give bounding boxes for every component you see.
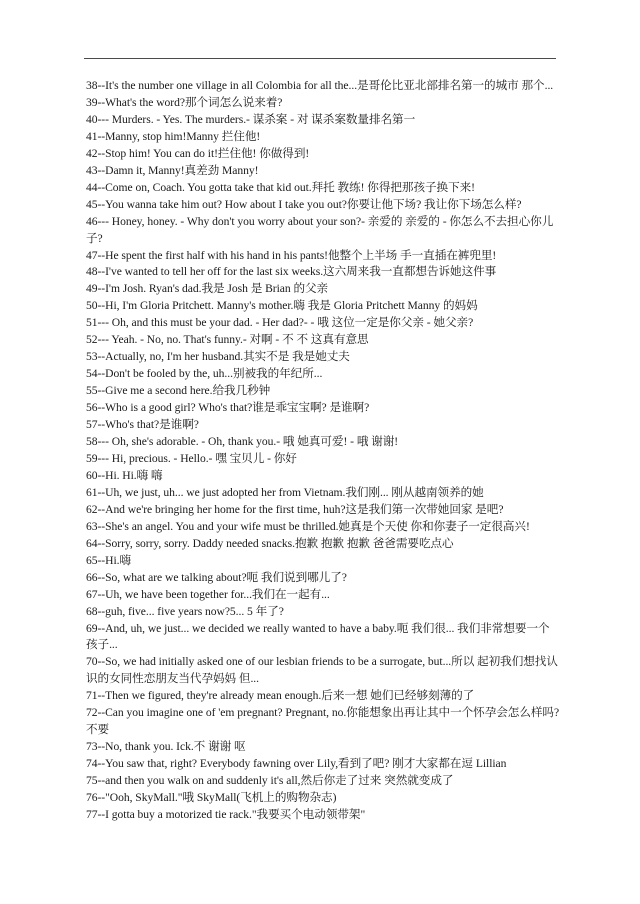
transcript-line-74: 74--You saw that, right? Everybody fawning over Lily,看到了吧? 刚才大家都在逗 Lillian [86, 757, 507, 771]
transcript-line-48: 48--I've wanted to tell her off for the last six weeks.这六周来我一直都想告诉她这件事 [86, 265, 497, 279]
transcript-line-70: 70--So, we had initially asked one of our lesbian friends to be a surrogate, but...所以 起初我们想找认识的女同性恋朋友当代孕妈妈 但... [86, 655, 558, 686]
transcript-line-67: 67--Uh, we have been together for...我们在一起有... [86, 587, 330, 601]
transcript-line-56: 56--Who is a good girl? Who's that?谁是乖宝宝啊? 是谁啊? [86, 401, 370, 415]
transcript-line-71: 71--Then we figured, they're already mean enough.后来一想 她们已经够刻薄的了 [86, 689, 475, 703]
transcript-line-69: 69--And, uh, we just... we decided we really wanted to have a baby.呃 我们很... 我们非常想要一个孩子... [86, 621, 550, 652]
transcript-line-42: 42--Stop him! You can do it!拦住他! 你做得到! [86, 146, 310, 160]
transcript-line-41: 41--Manny, stop him!Manny 拦住他! [86, 129, 261, 143]
transcript-line-55: 55--Give me a second here.给我几秒钟 [86, 384, 271, 398]
transcript-line-77: 77--I gotta buy a motorized tie rack."我要买个电动领带架" [86, 807, 366, 821]
transcript-line-76: 76--"Ooh, SkyMall."哦 SkyMall(飞机上的购物杂志) [86, 791, 337, 805]
transcript-line-45: 45--You wanna take him out? How about I take you out?你要让他下场? 我让你下场怎么样? [86, 197, 522, 211]
transcript-line-60: 60--Hi. Hi.嗨 嗨 [86, 468, 163, 482]
transcript-line-46: 46--- Honey, honey. - Why don't you worry about your son?- 亲爱的 亲爱的 - 你怎么不去担心你儿子? [86, 214, 554, 245]
transcript-line-52: 52--- Yeah. - No, no. That's funny.- 对啊 - 不 不 这真有意思 [86, 333, 369, 347]
transcript-line-51: 51--- Oh, and this must be your dad. - Her dad?- - 哦 这位一定是你父亲 - 她父亲? [86, 316, 474, 330]
transcript-line-54: 54--Don't be fooled by the, uh...别被我的年纪所... [86, 367, 323, 381]
transcript-line-68: 68--guh, five... five years now?5... 5 年了? [86, 604, 284, 618]
transcript-line-63: 63--She's an angel. You and your wife must be thrilled.她真是个天使 你和你妻子一定很高兴! [86, 519, 530, 533]
transcript-line-75: 75--and then you walk on and suddenly it's all,然后你走了过来 突然就变成了 [86, 774, 454, 788]
transcript-line-57: 57--Who's that?是谁啊? [86, 418, 199, 432]
transcript-line-58: 58--- Oh, she's adorable. - Oh, thank you.- 哦 她真可爱! - 哦 谢谢! [86, 435, 399, 449]
transcript-line-61: 61--Uh, we just, uh... we just adopted her from Vietnam.我们刚... 刚从越南领养的她 [86, 485, 484, 499]
transcript-line-59: 59--- Hi, precious. - Hello.- 嘿 宝贝儿 - 你好 [86, 451, 297, 465]
transcript-line-50: 50--Hi, I'm Gloria Pritchett. Manny's mother.嗨 我是 Gloria Pritchett Manny 的妈妈 [86, 299, 478, 313]
transcript-line-39: 39--What's the word?那个词怎么说来着? [86, 95, 283, 109]
transcript-line-40: 40--- Murders. - Yes. The murders.- 谋杀案 - 对 谋杀案数量排名第一 [86, 112, 416, 126]
subtitle-transcript [86, 78, 560, 824]
transcript-line-65: 65--Hi.嗨 [86, 553, 132, 567]
transcript-line-47: 47--He spent the first half with his hand in his pants!他整个上半场 手一直插在裤兜里! [86, 248, 497, 262]
transcript-line-62: 62--And we're bringing her home for the first time, huh?这是我们第一次带她回家 是吧? [86, 502, 504, 516]
transcript-line-49: 49--I'm Josh. Ryan's dad.我是 Josh 是 Brian 的父亲 [86, 282, 329, 296]
transcript-line-38: 38--It's the number one village in all Colombia for all the...是哥伦比亚北部排名第一的城市 那个... [86, 79, 554, 92]
transcript-line-64: 64--Sorry, sorry, sorry. Daddy needed snacks.抱歉 抱歉 抱歉 爸爸需要吃点心 [86, 536, 454, 550]
transcript-line-73: 73--No, thank you. Ick.不 谢谢 呕 [86, 740, 246, 754]
transcript-line-44: 44--Come on, Coach. You gotta take that kid out.拜托 教练! 你得把那孩子换下来! [86, 180, 475, 194]
transcript-line-66: 66--So, what are we talking about?呃 我们说到哪儿了? [86, 570, 347, 584]
transcript-line-43: 43--Damn it, Manny!真差劲 Manny! [86, 163, 259, 177]
transcript-line-53: 53--Actually, no, I'm her husband.其实不是 我是她丈夫 [86, 350, 350, 364]
header-rule-divider [84, 58, 556, 59]
transcript-line-72: 72--Can you imagine one of 'em pregnant? Pregnant, no.你能想象出再让其中一个怀孕会怎么样吗?不要 [86, 706, 560, 737]
